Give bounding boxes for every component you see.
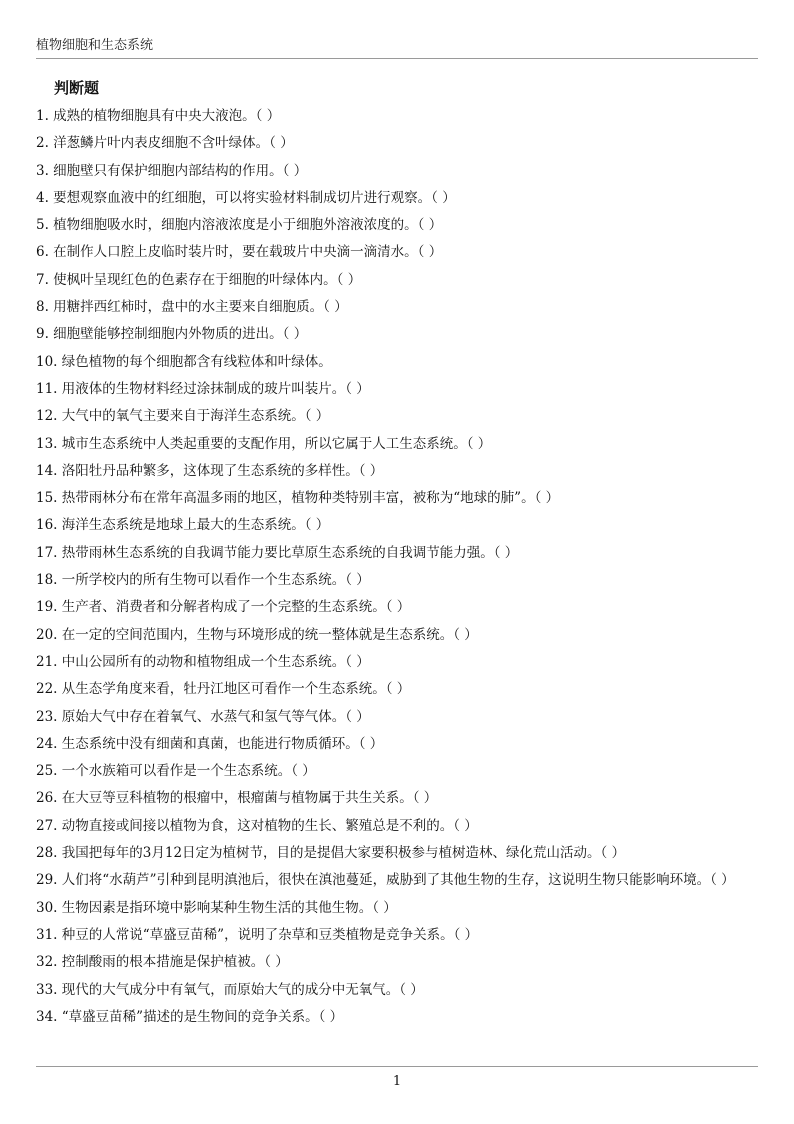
question-item: 26. 在大豆等豆科植物的根瘤中，根瘤菌与植物属于共生关系。（ ）	[36, 790, 438, 807]
question-item: 6. 在制作人口腔上皮临时装片时，要在载玻片中央滴一滴清水。（ ）	[36, 244, 443, 261]
question-item: 25. 一个水族箱可以看作是一个生态系统。（ ）	[36, 763, 316, 780]
question-item: 30. 生物因素是指环境中影响某种生物生活的其他生物。（ ）	[36, 899, 397, 916]
question-item: 4. 要想观察血液中的红细胞，可以将实验材料制成切片进行观察。（ ）	[36, 189, 456, 206]
question-item: 17. 热带雨林生态系统的自我调节能力要比草原生态系统的自我调节能力强。（ ）	[36, 544, 519, 561]
question-item: 5. 植物细胞吸水时，细胞内溶液浓度是小于细胞外溶液浓度的。（ ）	[36, 217, 443, 234]
question-item: 18. 一所学校内的所有生物可以看作一个生态系统。（ ）	[36, 572, 370, 589]
page-header: 植物细胞和生态系统	[36, 38, 154, 53]
question-item: 27. 动物直接或间接以植物为食，这对植物的生长、繁殖总是不利的。（ ）	[36, 817, 478, 834]
question-item: 31. 种豆的人常说“草盛豆苗稀”，说明了杂草和豆类植物是竞争关系。（ ）	[36, 926, 479, 943]
question-item: 12. 大气中的氧气主要来自于海洋生态系统。（ ）	[36, 408, 330, 425]
question-item: 24. 生态系统中没有细菌和真菌，也能进行物质循环。（ ）	[36, 735, 384, 752]
header-divider	[36, 58, 758, 59]
question-item: 13. 城市生态系统中人类起重要的支配作用，所以它属于人工生态系统。（ ）	[36, 435, 492, 452]
question-item: 22. 从生态学角度来看，牡丹江地区可看作一个生态系统。（ ）	[36, 681, 411, 698]
page-number: 1	[392, 1074, 402, 1089]
question-item: 34. “草盛豆苗稀”描述的是生物间的竞争关系。（ ）	[36, 1008, 344, 1025]
question-item: 11. 用液体的生物材料经过涂抹制成的玻片叫装片。（ ）	[36, 380, 370, 397]
question-item: 7. 使枫叶呈现红色的色素存在于细胞的叶绿体内。（ ）	[36, 271, 362, 288]
question-item: 21. 中山公园所有的动物和植物组成一个生态系统。（ ）	[36, 653, 370, 670]
question-item: 8. 用糖拌西红柿时，盘中的水主要来自细胞质。（ ）	[36, 299, 348, 316]
question-item: 2. 洋葱鳞片叶内表皮细胞不含叶绿体。（ ）	[36, 135, 294, 152]
question-item: 10. 绿色植物的每个细胞都含有线粒体和叶绿体。	[36, 353, 332, 370]
question-item: 29. 人们将“水葫芦”引种到昆明滇池后，很快在滇池蔓延，威胁到了其他生物的生存，这说明生物只能影响环境。（ ）	[36, 872, 735, 889]
question-item: 14. 洛阳牡丹品种繁多，这体现了生态系统的多样性。（ ）	[36, 462, 384, 479]
footer-divider	[36, 1066, 758, 1067]
question-item: 3. 细胞壁只有保护细胞内部结构的作用。（ ）	[36, 162, 308, 179]
question-item: 33. 现代的大气成分中有氧气，而原始大气的成分中无氧气。（ ）	[36, 981, 424, 998]
question-item: 32. 控制酸雨的根本措施是保护植被。（ ）	[36, 954, 289, 971]
question-list	[36, 103, 758, 1031]
question-item: 20. 在一定的空间范围内，生物与环境形成的统一整体就是生态系统。（ ）	[36, 626, 478, 643]
question-item: 23. 原始大气中存在着氧气、水蒸气和氢气等气体。（ ）	[36, 708, 370, 725]
section-title: 判断题	[54, 79, 100, 97]
question-item: 19. 生产者、消费者和分解者构成了一个完整的生态系统。（ ）	[36, 599, 411, 616]
question-item: 28. 我国把每年的3月12日定为植树节，目的是提倡大家要积极参与植树造林、绿化荒山活动。（ ）	[36, 845, 626, 862]
question-item: 15. 热带雨林分布在常年高温多雨的地区，植物种类特别丰富，被称为“地球的肺”。（ ）	[36, 490, 560, 507]
question-item: 16. 海洋生态系统是地球上最大的生态系统。（ ）	[36, 517, 330, 534]
question-item: 9. 细胞壁能够控制细胞内外物质的进出。（ ）	[36, 326, 308, 343]
question-item: 1. 成熟的植物细胞具有中央大液泡。（ ）	[36, 108, 281, 124]
